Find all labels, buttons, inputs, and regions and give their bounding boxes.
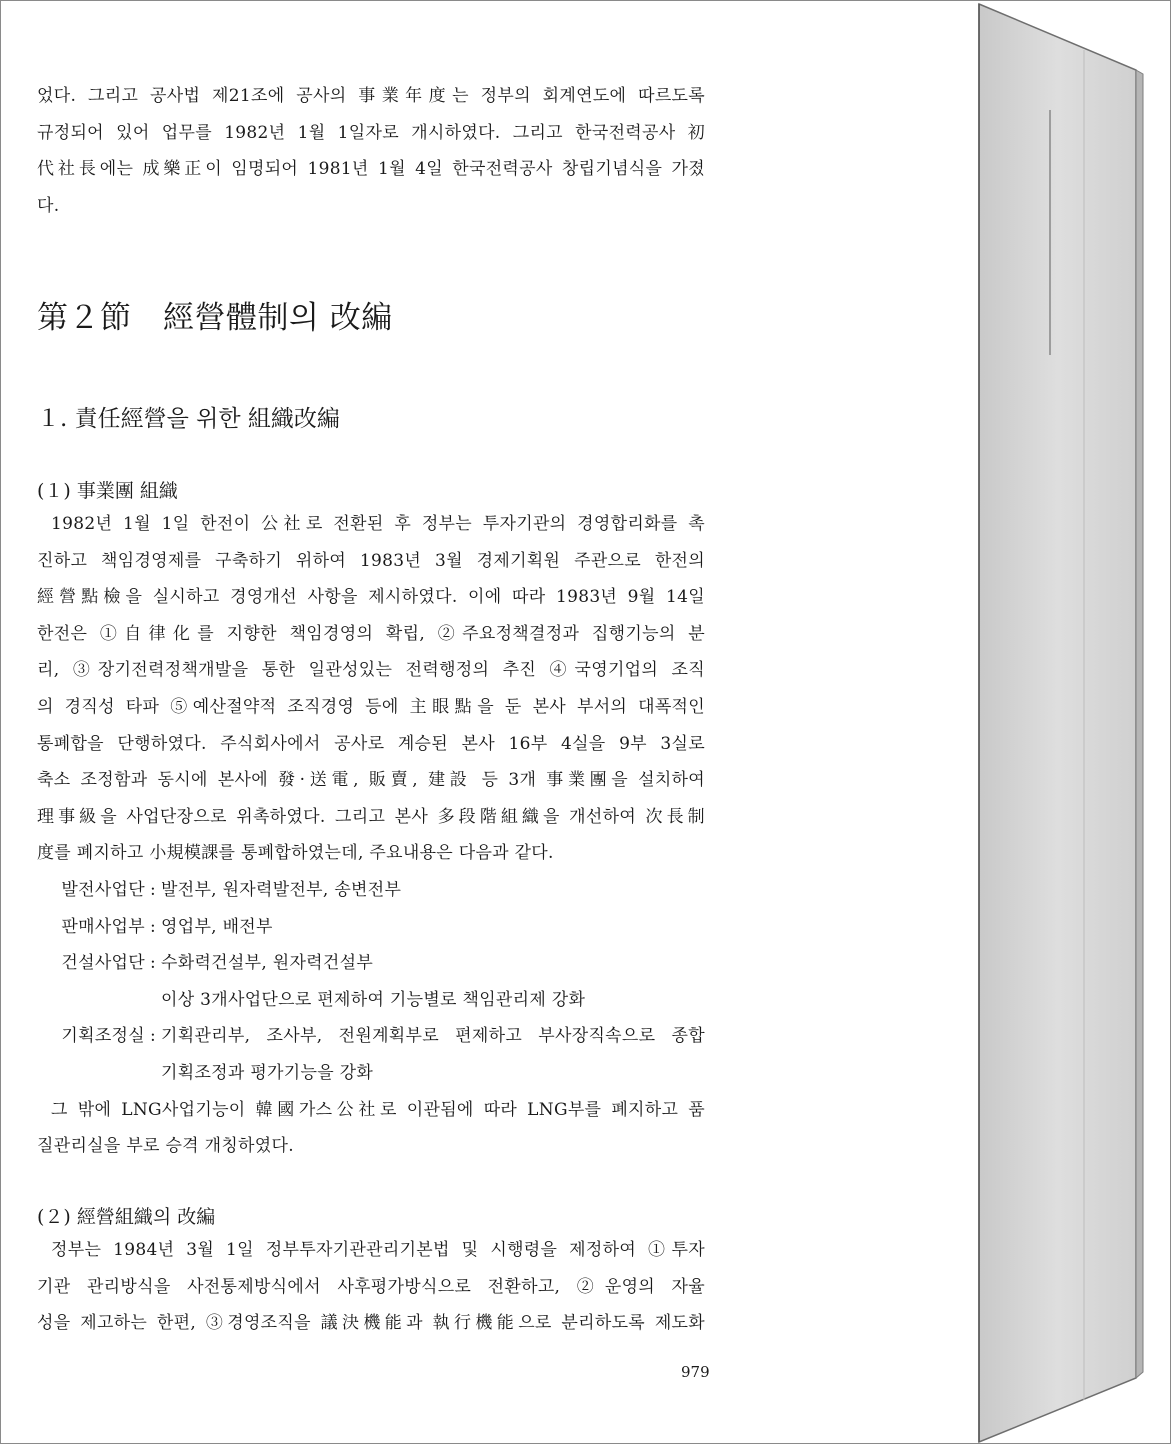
text-line: 의 경직성 타파 ⑤예산절약적 조직경영 등에 主眼點을 둔 본사 부서의 대폭적인	[37, 696, 705, 717]
text-line: 기관 관리방식을 사전통제방식에서 사후평가방식으로 전환하고, ②운영의 자율	[37, 1276, 705, 1297]
text-line: 었다. 그리고 공사법 제21조에 공사의 事業年度는 정부의 회계연도에 따르도록	[37, 86, 705, 106]
definition-colon: :	[149, 953, 157, 974]
subsection-title: １. 責任經營을 위한 組織改編	[37, 406, 340, 432]
definition-row	[37, 909, 705, 946]
part2-paragraph	[37, 1232, 705, 1342]
text-line: 규정되어 있어 업무를 1982년 1월 1일자로 개시하였다. 그리고 한국전력공사 初	[37, 122, 705, 143]
intro-paragraph	[37, 78, 705, 224]
definition-desc: 발전부, 원자력발전부, 송변전부	[161, 879, 402, 900]
definition-term: 발전사업단	[61, 879, 145, 900]
part2-title: (２) 經營組織의 改編	[37, 1206, 216, 1228]
definition-term: 기획조정실	[61, 1026, 145, 1047]
definition-row	[37, 945, 705, 982]
part1-title: (１) 事業團 組織	[37, 480, 178, 502]
text-line: 축소 조정함과 동시에 본사에 發·送電, 販賣, 建設 등 3개 事業團을 설치하여	[37, 770, 705, 791]
text-line: 한전은 ①自律化를 지향한 책임경영의 확립, ②주요정책결정과 집행기능의 분	[37, 623, 705, 644]
definition-desc: 영업부, 배전부	[161, 916, 273, 937]
text-line: 정부는 1984년 3월 1일 정부투자기관관리기본법 및 시행령을 제정하여 ①투자	[51, 1240, 705, 1260]
definition-term: 건설사업단	[61, 953, 145, 974]
text-line: 리, ③장기전력정책개발을 통한 일관성있는 전력행정의 추진 ④국영기업의 조직	[37, 660, 705, 681]
intro-text	[37, 78, 705, 224]
page-number: 979	[681, 1363, 710, 1381]
text-line: 성을 제고하는 한편, ③경영조직을 議決機能과 執行機能으로 분리하도록 제도화	[37, 1313, 705, 1334]
definition-row	[37, 872, 705, 909]
text-line: 1982년 1월 1일 한전이 公社로 전환된 후 정부는 투자기관의 경영합리화를 촉	[51, 514, 705, 534]
text-line: 다.	[37, 195, 60, 216]
text-line: 經營點檢을 실시하고 경영개선 사항을 제시하였다. 이에 따라 1983년 9월 14일	[37, 587, 705, 608]
part1-body	[37, 506, 705, 1165]
section-title: 第２節 經營體制의 改編	[37, 300, 393, 336]
definition-note: 이상 3개사업단으로 편제하여 기능별로 책임관리제 강화	[161, 989, 586, 1010]
part2-body	[37, 1232, 705, 1342]
part1-paragraph	[37, 506, 705, 872]
part1-closing	[37, 1092, 705, 1165]
text-line: 통폐합을 단행하였다. 주식회사에서 공사로 계승된 본사 16부 4실을 9부 3실로	[37, 733, 705, 754]
definition-colon: :	[149, 879, 157, 900]
definition-colon: :	[149, 916, 157, 937]
definition-continuation: 기획조정과 평가기능을 강화	[161, 1062, 374, 1083]
text-line: 질관리실을 부로 승격 개칭하였다.	[37, 1136, 294, 1157]
definition-colon: :	[149, 1026, 157, 1047]
definition-term: 판매사업부	[61, 916, 145, 937]
text-line: 代社長에는 成樂正이 임명되어 1981년 1월 4일 한국전력공사 창립기념식을 가졌	[37, 159, 705, 180]
text-line: 理事級을 사업단장으로 위촉하였다. 그리고 본사 多段階組織을 개선하여 次長制	[37, 806, 705, 827]
text-line: 진하고 책임경영제를 구축하기 위하여 1983년 3월 경제기획원 주관으로 한전의	[37, 550, 705, 571]
text-line: 그 밖에 LNG사업기능이 韓國가스公社로 이관됨에 따라 LNG부를 폐지하고 품	[51, 1099, 705, 1120]
definition-row	[37, 1018, 705, 1055]
text-line: 度를 폐지하고 小規模課를 통폐합하였는데, 주요내용은 다음과 같다.	[37, 843, 554, 864]
definition-desc: 기획관리부, 조사부, 전원계획부로 편제하고 부사장직속으로 종합	[161, 1026, 705, 1047]
definition-desc: 수화력건설부, 원자력건설부	[161, 953, 374, 974]
